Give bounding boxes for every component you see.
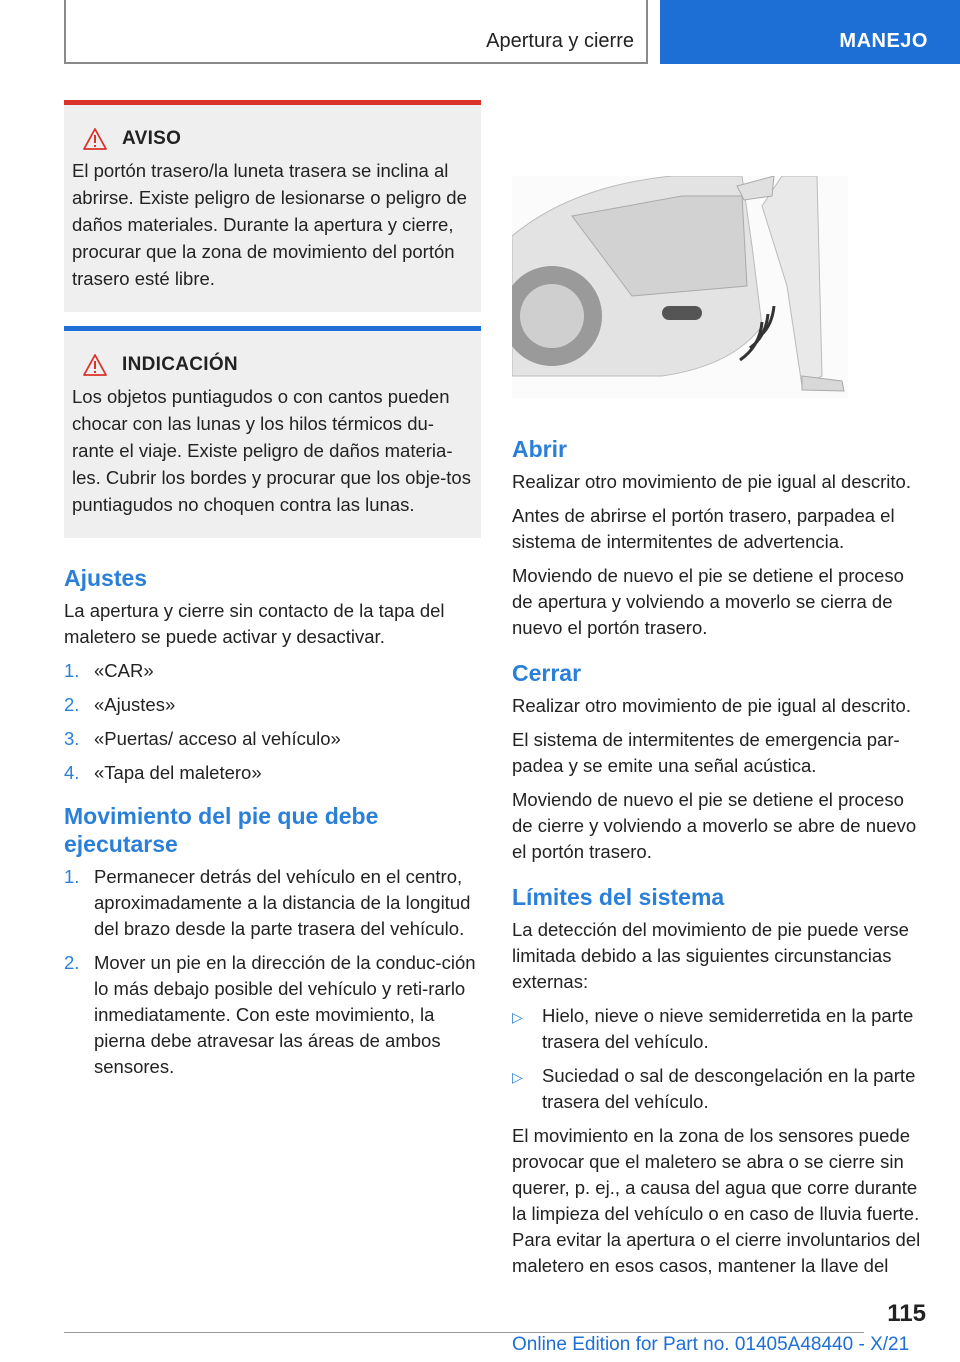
ajustes-heading: Ajustes — [64, 565, 148, 591]
left-column — [64, 100, 481, 1088]
limites-section — [512, 883, 928, 1279]
footer-divider — [64, 1332, 864, 1333]
list-item: 4. «Tapa del maletero» — [64, 762, 262, 783]
movimiento-section — [64, 802, 481, 1080]
paragraph: El sistema de intermitentes de emergencia par-padea y se emite una señal acústica. — [512, 729, 900, 776]
warning-title: AVISO — [122, 128, 182, 149]
bullet-triangle-icon: ▷ — [512, 1069, 523, 1085]
bullet-triangle-icon: ▷ — [512, 1009, 523, 1025]
header-section-box — [64, 0, 648, 64]
limites-outro: El movimiento en la zona de los sensores puede provocar que el maletero se abra o se cierre sin querer, p. ej., a causa del agua que corre durante la limpieza del vehículo o en caso de lluvia fuerte. Para evitar la apertura o el cierre involuntarios del maletero en esos casos, mantener la llave del — [512, 1125, 921, 1276]
foot-sensor-illustration — [512, 176, 848, 398]
list-item: 1. Permanecer detrás del vehículo en el centro, aproximadamente a la distancia de la longitud del brazo desde la parte trasera del vehículo. — [64, 866, 471, 939]
cerrar-section — [512, 659, 928, 865]
notice-triangle-icon — [82, 353, 108, 377]
limites-intro: La detección del movimiento de pie puede verse limitada debido a las siguientes circunstancias externas: — [512, 919, 909, 992]
limites-heading: Límites del sistema — [512, 884, 725, 910]
paragraph: Moviendo de nuevo el pie se detiene el proceso de cierre y volviendo a moverlo se abre de nuevo el portón trasero. — [512, 789, 917, 862]
cerrar-heading: Cerrar — [512, 660, 582, 686]
paragraph: Realizar otro movimiento de pie igual al descrito. — [512, 695, 911, 716]
section-title: Apertura y cierre — [486, 30, 634, 52]
list-item: 3. «Puertas/ acceso al vehículo» — [64, 728, 341, 749]
abrir-heading: Abrir — [512, 436, 567, 462]
list-item: 2. «Ajustes» — [64, 694, 176, 715]
chapter-tab[interactable] — [660, 0, 960, 64]
list-item: 2. Mover un pie en la dirección de la conduc-ción lo más debajo posible del vehículo y reti-rarlo inmediatamente. Con este movimiento, la pierna debe atravesar las áreas de ambos sensores. — [64, 952, 476, 1077]
list-item: 1. «CAR» — [64, 660, 154, 681]
abrir-section — [512, 435, 928, 641]
paragraph: Antes de abrirse el portón trasero, parpadea el sistema de intermitentes de advertencia. — [512, 505, 895, 552]
notice-callout — [64, 326, 481, 538]
limites-bullets — [512, 1003, 928, 1115]
chapter-label: MANEJO — [839, 30, 928, 52]
warning-text: El portón trasero/la luneta trasera se inclina al abrirse. Existe peligro de lesionarse o peligro de daños materiales. Durante la apertura y cierre, procurar que la zona de movimiento del portón trasero esté libre. — [72, 160, 467, 289]
warning-callout — [64, 100, 481, 312]
page-number: 115 — [887, 1300, 926, 1327]
notice-text: Los objetos puntiagudos o con cantos pueden chocar con las lunas y los hilos térmicos du-rante el viaje. Existe peligro de daños materia-les. Cubrir los bordes y procurar que los obje-tos puntiagudos no choquen contra las lunas. — [72, 386, 471, 515]
movimiento-steps — [64, 864, 481, 1080]
paragraph: Moviendo de nuevo el pie se detiene el proceso de apertura y volviendo a moverlo se cierra de nuevo el portón trasero. — [512, 565, 904, 638]
notice-title: INDICACIÓN — [122, 354, 238, 375]
paragraph: Realizar otro movimiento de pie igual al descrito. — [512, 471, 911, 492]
ajustes-section — [64, 564, 481, 786]
movimiento-heading: Movimiento del pie que debe ejecutarse — [64, 803, 379, 857]
right-column — [512, 100, 928, 1287]
warning-triangle-icon — [82, 127, 108, 151]
ajustes-intro: La apertura y cierre sin contacto de la tapa del maletero se puede activar y desactivar. — [64, 600, 445, 647]
list-item: ▷ Suciedad o sal de descongelación en la parte trasera del vehículo. — [512, 1063, 928, 1115]
footer-edition: Online Edition for Part no. 01405A48440 - X/21 — [512, 1334, 910, 1355]
ajustes-steps — [64, 658, 481, 786]
list-item: ▷ Hielo, nieve o nieve semiderretida en la parte trasera del vehículo. — [512, 1003, 928, 1055]
